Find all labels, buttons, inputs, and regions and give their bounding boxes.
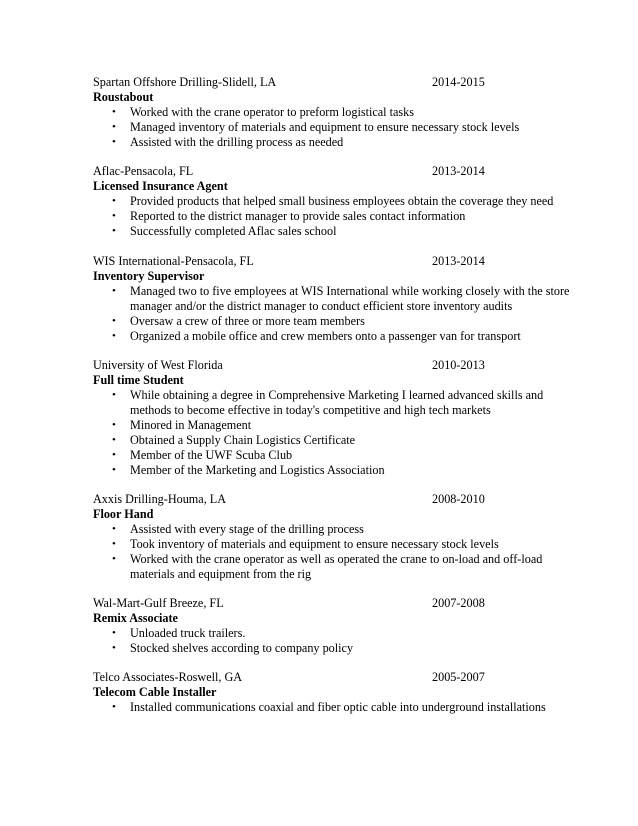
job-dates: 2013-2014 (432, 254, 485, 268)
bullet-text: • Installed communications coaxial and fiber optic cable into underground installations (130, 700, 546, 714)
job-dates: 2013-2014 (432, 164, 485, 178)
bullet-text: • Reported to the district manager to provide sales contact information (130, 209, 466, 223)
bullet-text: • Worked with the crane operator to preform logistical tasks (130, 105, 414, 119)
job-bullets (93, 284, 573, 344)
bullet-item (93, 641, 573, 656)
job-title: Full time Student (93, 373, 184, 387)
job-title: Roustabout (93, 90, 154, 104)
job-title: Licensed Insurance Agent (93, 179, 228, 193)
bullet-text: • Unloaded truck trailers. (130, 626, 246, 640)
bullet-item (93, 448, 573, 463)
job-bullets (93, 194, 573, 239)
bullet-text: • Minored in Management (130, 418, 252, 432)
job-bullets (93, 388, 573, 478)
job-aflac (93, 164, 573, 239)
bullet-item (93, 433, 573, 448)
job-wis-international (93, 254, 573, 344)
bullet-text: • Managed two to five employees at WIS International while working closely with the store manager and/or the district manager to conduct efficient store inventory audits (130, 284, 570, 313)
job-title: Inventory Supervisor (93, 269, 205, 283)
job-dates: 2005-2007 (432, 670, 485, 684)
bullet-text: • Successfully completed Aflac sales school (130, 224, 337, 238)
job-header (93, 670, 573, 685)
job-company: Telco Associates-Roswell, GA (93, 670, 243, 684)
job-bullets (93, 105, 573, 150)
job-dates: 2010-2013 (432, 358, 485, 372)
job-header (93, 164, 573, 179)
bullet-item (93, 537, 573, 552)
job-company: Wal-Mart-Gulf Breeze, FL (93, 596, 224, 610)
bullet-text: • Stocked shelves according to company policy (130, 641, 354, 655)
job-bullets (93, 626, 573, 656)
job-axxis-drilling (93, 492, 573, 582)
job-title: Remix Associate (93, 611, 178, 625)
bullet-text: • While obtaining a degree in Comprehensive Marketing I learned advanced skills and methods to become effective in today's competitive and high tech markets (130, 388, 544, 417)
job-header (93, 492, 573, 507)
bullet-text: • Assisted with every stage of the drilling process (130, 522, 364, 536)
bullet-item (93, 194, 573, 209)
bullet-item (93, 120, 573, 135)
bullet-item (93, 224, 573, 239)
bullet-text: • Member of the Marketing and Logistics Association (130, 463, 385, 477)
bullet-item (93, 522, 573, 537)
job-company: University of West Florida (93, 358, 223, 372)
job-dates: 2014-2015 (432, 75, 485, 89)
bullet-text: • Assisted with the drilling process as needed (130, 135, 344, 149)
bullet-item (93, 105, 573, 120)
job-wal-mart (93, 596, 573, 656)
bullet-text: • Obtained a Supply Chain Logistics Certificate (130, 433, 356, 447)
job-company: Spartan Offshore Drilling-Slidell, LA (93, 75, 277, 89)
bullet-item (93, 552, 573, 582)
bullet-item (93, 626, 573, 641)
job-bullets (93, 700, 573, 715)
bullet-item (93, 314, 573, 329)
bullet-item (93, 463, 573, 478)
bullet-text: • Member of the UWF Scuba Club (130, 448, 293, 462)
job-title: Telecom Cable Installer (93, 685, 217, 699)
job-university-west-florida (93, 358, 573, 478)
job-telco-associates (93, 670, 573, 715)
bullet-item (93, 135, 573, 150)
job-spartan-offshore (93, 75, 573, 150)
bullet-text: • Took inventory of materials and equipment to ensure necessary stock levels (130, 537, 499, 551)
bullet-text: • Organized a mobile office and crew members onto a passenger van for transport (130, 329, 521, 343)
job-company: WIS International-Pensacola, FL (93, 254, 254, 268)
bullet-text: • Oversaw a crew of three or more team members (130, 314, 365, 328)
bullet-text: • Managed inventory of materials and equipment to ensure necessary stock levels (130, 120, 520, 134)
job-bullets (93, 522, 573, 582)
job-header (93, 75, 573, 90)
bullet-item (93, 209, 573, 224)
job-title: Floor Hand (93, 507, 154, 521)
bullet-text: • Worked with the crane operator as well as operated the crane to on-load and off-load materials and equipment from the rig (130, 552, 543, 581)
bullet-item (93, 284, 573, 314)
bullet-item (93, 700, 573, 715)
job-company: Aflac-Pensacola, FL (93, 164, 194, 178)
job-dates: 2007-2008 (432, 596, 485, 610)
job-dates: 2008-2010 (432, 492, 485, 506)
job-company: Axxis Drilling-Houma, LA (93, 492, 227, 506)
bullet-item (93, 329, 573, 344)
bullet-item (93, 418, 573, 433)
bullet-text: • Provided products that helped small business employees obtain the coverage they need (130, 194, 554, 208)
job-header (93, 358, 573, 373)
bullet-item (93, 388, 573, 418)
job-header (93, 254, 573, 269)
job-header (93, 596, 573, 611)
